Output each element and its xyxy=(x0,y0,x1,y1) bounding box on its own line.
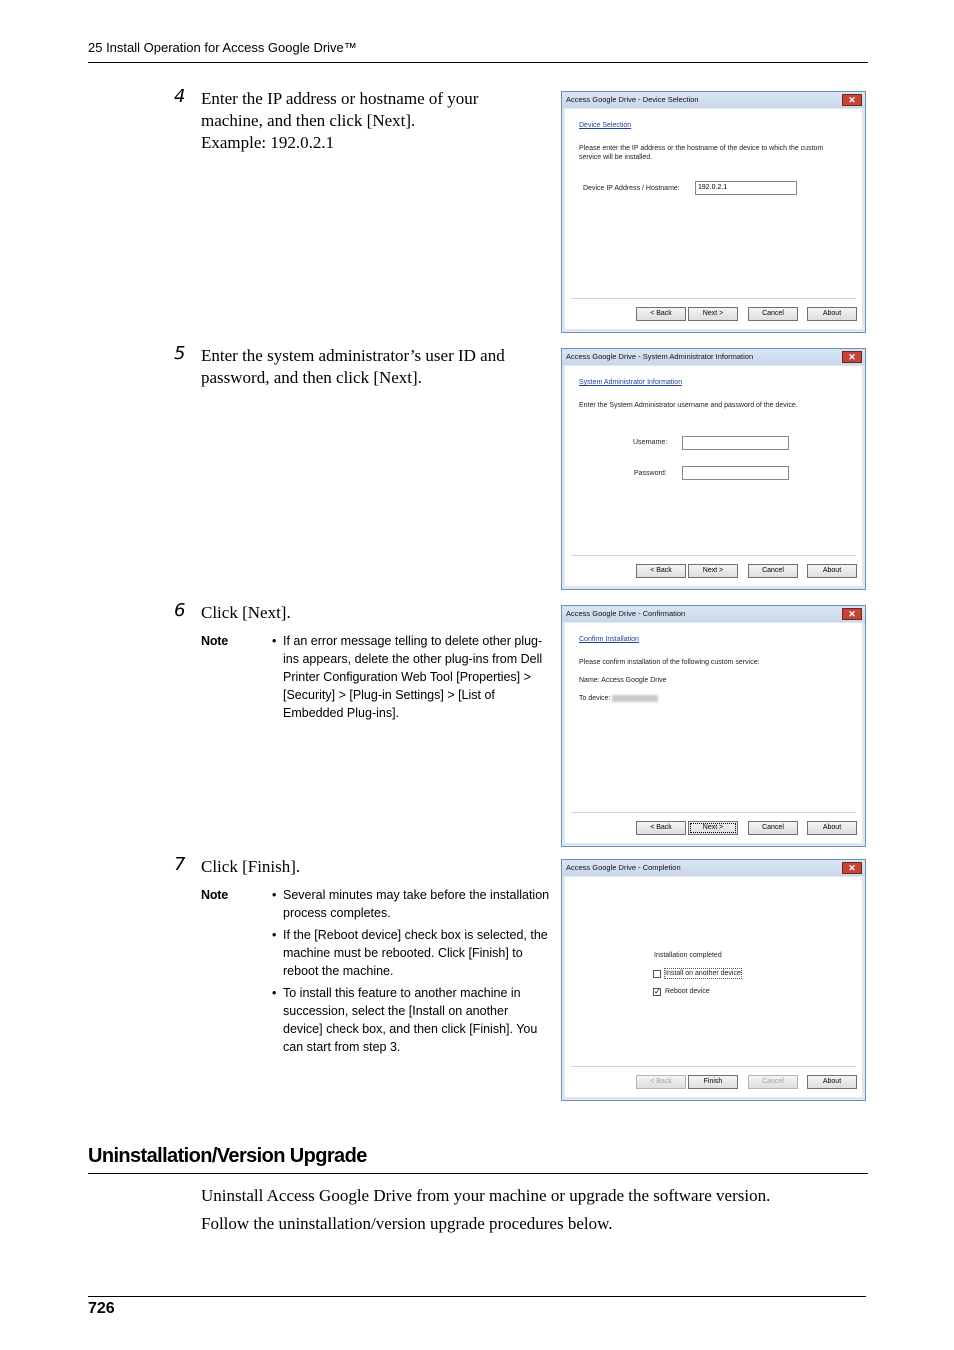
dialog-separator xyxy=(571,555,856,556)
step-6-text xyxy=(201,602,541,624)
dialog-client-area xyxy=(565,366,862,586)
password-label: Password: xyxy=(634,470,667,477)
device-selection-dialog xyxy=(561,91,866,333)
completion-dialog xyxy=(561,859,866,1101)
username-input[interactable] xyxy=(682,436,789,450)
dialog-client-area xyxy=(565,109,862,329)
cancel-button[interactable]: Cancel xyxy=(748,821,798,835)
reboot-device-label[interactable]: Reboot device xyxy=(665,988,710,995)
close-icon[interactable]: ✕ xyxy=(842,608,862,620)
section-paragraph-1: Uninstall Access Google Drive from your machine or upgrade the software version. xyxy=(201,1186,771,1205)
back-button[interactable]: < Back xyxy=(636,564,686,578)
step-7-text xyxy=(201,856,541,878)
dialog-separator xyxy=(571,1066,856,1067)
dialog-title: Access Google Drive - System Administrator Information xyxy=(562,349,865,365)
step-7-note-2: • If the [Reboot device] check box is selected, the machine must be rebooted. Click [Finish] to reboot the machine. xyxy=(272,926,550,980)
step-7-note-list xyxy=(272,886,550,1060)
step-6-line-1: Click [Next]. xyxy=(201,603,291,622)
section-rule xyxy=(88,1173,868,1174)
step-7-line-1: Click [Finish]. xyxy=(201,857,301,876)
header-rule xyxy=(88,62,868,63)
service-name: Name: Access Google Drive xyxy=(579,677,667,684)
dialog-separator xyxy=(571,298,856,299)
step-7-note-3: • To install this feature to another machine in succession, select the [Install on another device] check box, and then click [Finish]. You can start from step 3. xyxy=(272,984,550,1056)
close-icon[interactable]: ✕ xyxy=(842,862,862,874)
target-device-label: To device: xyxy=(579,695,611,702)
footer-rule xyxy=(88,1296,866,1297)
back-button[interactable]: < Back xyxy=(636,1075,686,1089)
close-icon[interactable]: ✕ xyxy=(842,94,862,106)
password-input[interactable] xyxy=(682,466,789,480)
about-button[interactable]: About xyxy=(807,1075,857,1089)
step-6-number: 6 xyxy=(174,600,186,621)
about-button[interactable]: About xyxy=(807,564,857,578)
dialog-instruction: Please confirm installation of the following custom service: xyxy=(579,659,760,666)
admin-info-dialog xyxy=(561,348,866,590)
confirmation-dialog xyxy=(561,605,866,847)
dialog-heading: Device Selection xyxy=(579,122,632,129)
dialog-title: Access Google Drive - Device Selection xyxy=(562,92,865,108)
dialog-title: Access Google Drive - Completion xyxy=(562,860,865,876)
next-button[interactable]: Next > xyxy=(688,821,738,835)
about-button[interactable]: About xyxy=(807,307,857,321)
install-another-label[interactable]: Install on another device xyxy=(665,970,741,977)
blurred-device-address xyxy=(612,695,658,702)
dialog-instruction-1: Please enter the IP address or the hostname of the device to which the custom xyxy=(579,145,824,152)
install-another-checkbox[interactable] xyxy=(653,970,661,978)
step-7-number: 7 xyxy=(174,854,186,875)
back-button[interactable]: < Back xyxy=(636,307,686,321)
step-4-line-2: machine, and then click [Next]. xyxy=(201,111,416,130)
step-4-line-1: Enter the IP address or hostname of your xyxy=(201,89,479,108)
back-button[interactable]: < Back xyxy=(636,821,686,835)
section-paragraph-2: Follow the uninstallation/version upgrade procedures below. xyxy=(201,1214,613,1233)
next-button[interactable]: Next > xyxy=(688,564,738,578)
next-button[interactable]: Next > xyxy=(688,307,738,321)
step-7-note-label: Note xyxy=(201,888,228,902)
target-device xyxy=(579,694,658,703)
dialog-heading: Confirm Installation xyxy=(579,636,639,643)
username-label: Username: xyxy=(633,439,668,446)
completion-status: Installation completed xyxy=(654,952,722,959)
device-address-label: Device IP Address / Hostname: xyxy=(583,185,680,192)
cancel-button[interactable]: Cancel xyxy=(748,564,798,578)
step-5-text xyxy=(201,345,541,389)
step-6-note-label: Note xyxy=(201,634,228,648)
dialog-heading: System Administrator Information xyxy=(579,379,683,386)
section-title: Uninstallation/Version Upgrade xyxy=(88,1145,367,1167)
close-icon[interactable]: ✕ xyxy=(842,351,862,363)
finish-button[interactable]: Finish xyxy=(688,1075,738,1089)
cancel-button[interactable]: Cancel xyxy=(748,1075,798,1089)
reboot-device-checkbox[interactable]: ✓ xyxy=(654,987,661,996)
step-5-line-2: password, and then click [Next]. xyxy=(201,368,422,387)
dialog-client-area xyxy=(565,623,862,843)
step-5-number: 5 xyxy=(174,343,186,364)
dialog-title: Access Google Drive - Confirmation xyxy=(562,606,865,622)
step-5-line-1: Enter the system administrator’s user ID and xyxy=(201,346,505,365)
step-4-text xyxy=(201,88,541,154)
step-4-line-3: Example: 192.0.2.1 xyxy=(201,133,335,152)
step-6-note-1: • If an error message telling to delete other plug-ins appears, delete the other plug-ins from Dell Printer Configuration Web Tool [Properties] > [Security] > [Plug-in Settings] > [List of Embedded Plug-ins]. xyxy=(272,632,550,722)
dialog-client-area xyxy=(565,877,862,1097)
cancel-button[interactable]: Cancel xyxy=(748,307,798,321)
step-4-number: 4 xyxy=(174,86,186,107)
device-address-input[interactable]: 192.0.2.1 xyxy=(695,181,797,195)
dialog-instruction: Enter the System Administrator username and password of the device. xyxy=(579,402,798,409)
dialog-separator xyxy=(571,812,856,813)
dialog-instruction-2: service will be installed. xyxy=(579,154,653,161)
step-6-note-list xyxy=(272,632,550,726)
step-7-note-1: • Several minutes may take before the installation process completes. xyxy=(272,886,550,922)
about-button[interactable]: About xyxy=(807,821,857,835)
running-header: 25 Install Operation for Access Google Drive™ xyxy=(88,40,357,55)
page-number: 726 xyxy=(88,1300,115,1317)
